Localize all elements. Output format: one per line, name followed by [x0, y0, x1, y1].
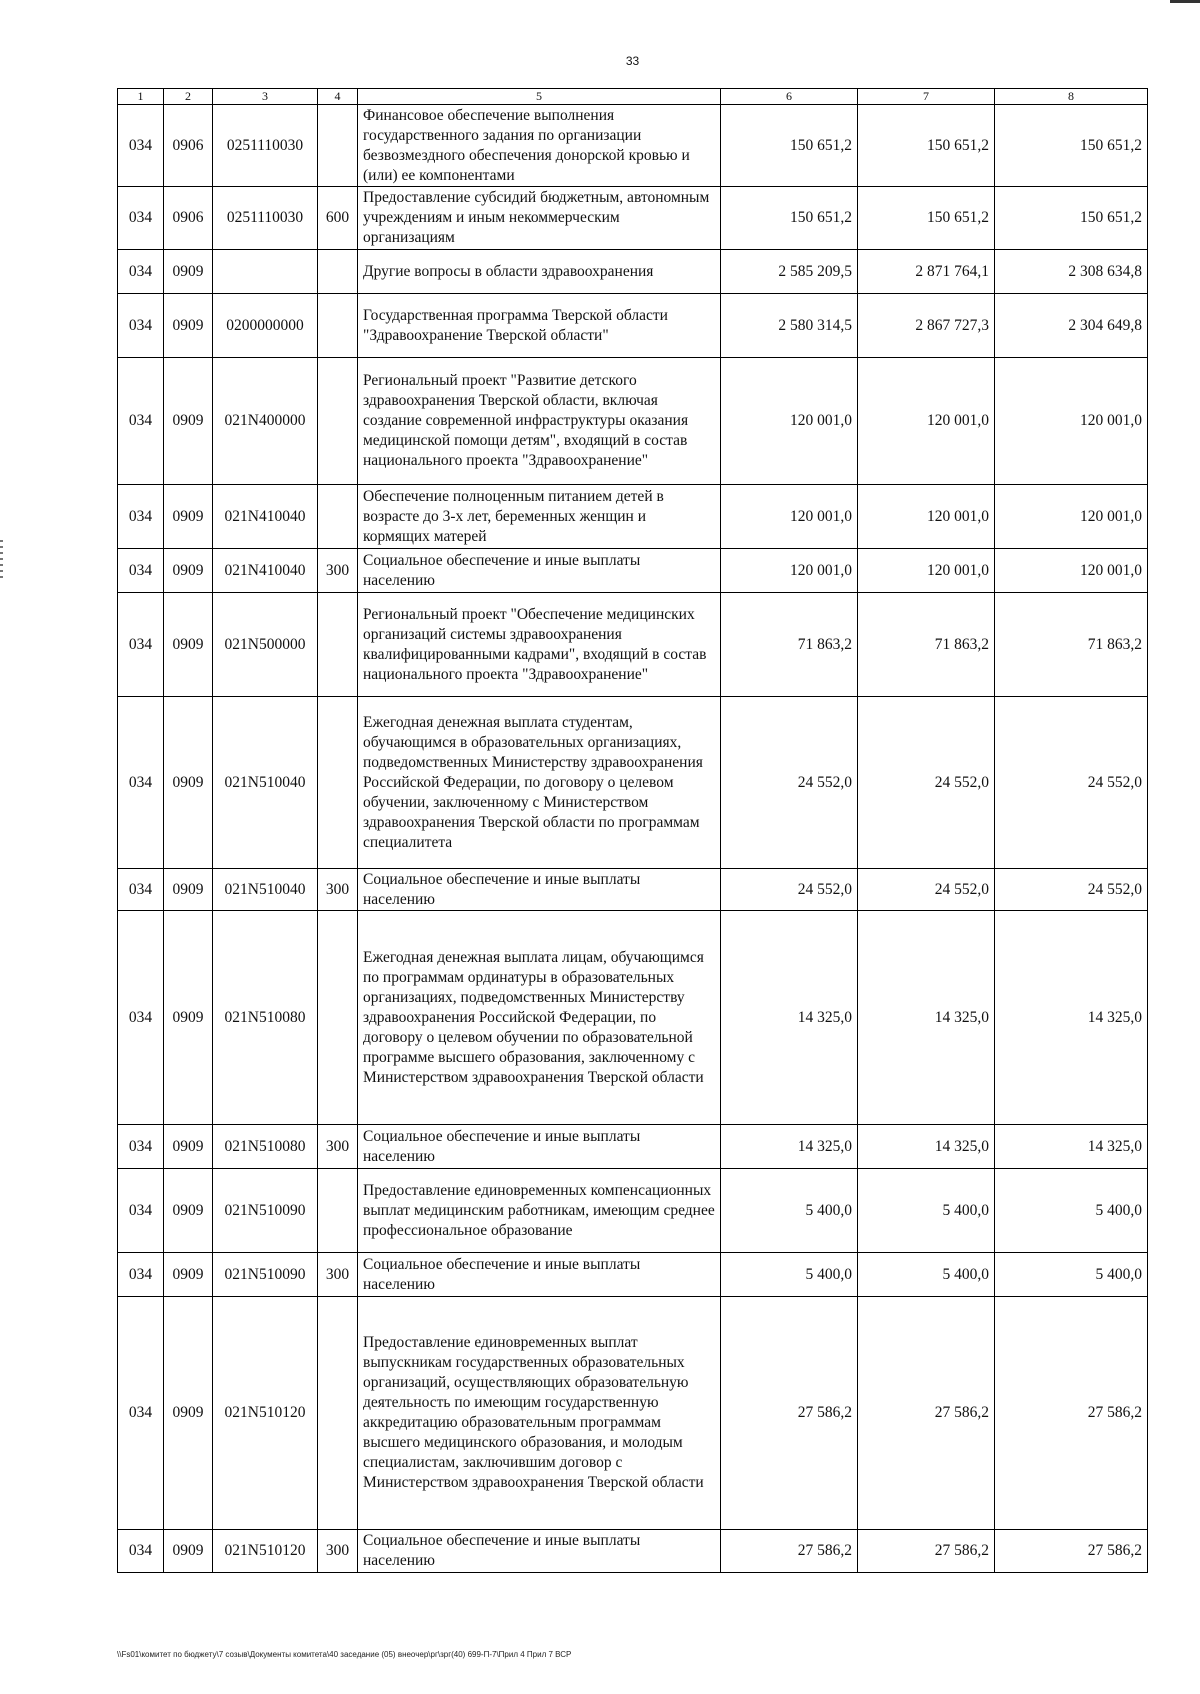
page-number: 33	[625, 54, 640, 68]
cell-expense-type	[318, 697, 358, 869]
cell-section-code: 0909	[164, 1297, 213, 1530]
cell-amount-year1: 2 585 209,5	[721, 250, 858, 294]
cell-section-code: 0909	[164, 1530, 213, 1573]
column-header: 4	[318, 89, 358, 105]
column-header: 3	[213, 89, 318, 105]
cell-section-code: 0909	[164, 1253, 213, 1297]
cell-amount-year2: 120 001,0	[858, 358, 995, 485]
cell-expense-type: 300	[318, 1530, 358, 1573]
cell-section-code: 0909	[164, 1169, 213, 1253]
cell-amount-year3: 150 651,2	[995, 105, 1148, 187]
cell-description: Предоставление единовременных выплат выпускникам государственных образовательных организаций, осуществляющих образовательную деятельность по имеющим государственную аккредитацию образовательным программам высшего медицинского образования, и молодым специалистам, заключившим договор с Министерством здравоохранения Тверской области	[358, 1297, 721, 1530]
cell-amount-year1: 120 001,0	[721, 358, 858, 485]
cell-amount-year2: 2 867 727,3	[858, 294, 995, 358]
cell-description: Ежегодная денежная выплата лицам, обучающимся по программам ординатуры в образовательных организациях, подведомственных Министерству здравоохранения Российской Федерации, по договору о целевом обучении по образовательной программе высшего образования, заключенному с Министерством здравоохранения Тверской области	[358, 911, 721, 1125]
cell-target-article: 021N510080	[213, 911, 318, 1125]
cell-description: Социальное обеспечение и иные выплаты населению	[358, 1530, 721, 1573]
cell-expense-type: 300	[318, 1253, 358, 1297]
cell-amount-year2: 27 586,2	[858, 1530, 995, 1573]
scan-corner-mark	[1170, 0, 1200, 3]
cell-section-code: 0909	[164, 911, 213, 1125]
cell-amount-year3: 2 304 649,8	[995, 294, 1148, 358]
cell-description: Обеспечение полноценным питанием детей в возрасте до 3-х лет, беременных женщин и кормящих матерей	[358, 485, 721, 549]
cell-target-article: 0200000000	[213, 294, 318, 358]
cell-amount-year3: 24 552,0	[995, 869, 1148, 911]
cell-amount-year2: 27 586,2	[858, 1297, 995, 1530]
cell-amount-year3: 24 552,0	[995, 697, 1148, 869]
cell-expense-type	[318, 358, 358, 485]
cell-amount-year2: 5 400,0	[858, 1169, 995, 1253]
cell-section-code: 0906	[164, 105, 213, 187]
table-row	[118, 358, 1148, 485]
table-row	[118, 485, 1148, 549]
cell-target-article: 021N410040	[213, 485, 318, 549]
cell-ministry-code: 034	[118, 187, 164, 250]
cell-section-code: 0909	[164, 593, 213, 697]
cell-ministry-code: 034	[118, 105, 164, 187]
cell-target-article: 021N510120	[213, 1530, 318, 1573]
cell-target-article: 0251110030	[213, 105, 318, 187]
cell-expense-type: 300	[318, 869, 358, 911]
cell-ministry-code: 034	[118, 250, 164, 294]
cell-amount-year1: 5 400,0	[721, 1253, 858, 1297]
table-row	[118, 911, 1148, 1125]
file-path-footer: \\Fs01\комитет по бюджету\7 созыв\Документы комитета\40 заседание (05) внеочер\рг\зрг(40) 699-П-7\Прил 4 Прил 7 ВСР	[117, 1650, 572, 1659]
cell-target-article	[213, 250, 318, 294]
cell-section-code: 0909	[164, 697, 213, 869]
table-row	[118, 294, 1148, 358]
cell-ministry-code: 034	[118, 911, 164, 1125]
cell-amount-year3: 120 001,0	[995, 358, 1148, 485]
cell-ministry-code: 034	[118, 1297, 164, 1530]
cell-target-article: 021N510090	[213, 1169, 318, 1253]
cell-description: Предоставление единовременных компенсационных выплат медицинским работникам, имеющим среднее профессиональное образование	[358, 1169, 721, 1253]
cell-expense-type	[318, 1297, 358, 1530]
table-row	[118, 1253, 1148, 1297]
cell-description: Предоставление субсидий бюджетным, автономным учреждениям и иным некоммерческим организациям	[358, 187, 721, 250]
cell-description: Социальное обеспечение и иные выплаты населению	[358, 869, 721, 911]
column-header: 1	[118, 89, 164, 105]
cell-amount-year2: 120 001,0	[858, 549, 995, 593]
cell-amount-year2: 2 871 764,1	[858, 250, 995, 294]
cell-expense-type: 300	[318, 1125, 358, 1169]
cell-expense-type: 300	[318, 549, 358, 593]
cell-target-article: 021N510040	[213, 869, 318, 911]
cell-amount-year2: 14 325,0	[858, 911, 995, 1125]
cell-description: Региональный проект "Развитие детского здравоохранения Тверской области, включая создание современной инфраструктуры оказания медицинской помощи детям", входящий в состав национального проекта "Здравоохранение"	[358, 358, 721, 485]
cell-target-article: 021N510040	[213, 697, 318, 869]
cell-section-code: 0909	[164, 250, 213, 294]
cell-description: Социальное обеспечение и иные выплаты населению	[358, 549, 721, 593]
cell-amount-year1: 5 400,0	[721, 1169, 858, 1253]
table-row	[118, 1125, 1148, 1169]
table-row	[118, 1297, 1148, 1530]
cell-amount-year1: 120 001,0	[721, 485, 858, 549]
cell-ministry-code: 034	[118, 1125, 164, 1169]
cell-target-article: 021N410040	[213, 549, 318, 593]
cell-ministry-code: 034	[118, 485, 164, 549]
cell-amount-year3: 2 308 634,8	[995, 250, 1148, 294]
scan-edge-mark	[0, 540, 3, 580]
cell-amount-year1: 24 552,0	[721, 697, 858, 869]
table-row	[118, 187, 1148, 250]
cell-amount-year1: 14 325,0	[721, 911, 858, 1125]
cell-target-article: 0251110030	[213, 187, 318, 250]
column-header: 5	[358, 89, 721, 105]
cell-amount-year3: 5 400,0	[995, 1253, 1148, 1297]
table-row	[118, 549, 1148, 593]
cell-section-code: 0909	[164, 549, 213, 593]
cell-description: Социальное обеспечение и иные выплаты населению	[358, 1253, 721, 1297]
cell-description: Другие вопросы в области здравоохранения	[358, 250, 721, 294]
table-row	[118, 105, 1148, 187]
cell-ministry-code: 034	[118, 549, 164, 593]
cell-amount-year1: 27 586,2	[721, 1297, 858, 1530]
cell-target-article: 021N400000	[213, 358, 318, 485]
budget-table	[117, 88, 1148, 1573]
cell-amount-year3: 120 001,0	[995, 485, 1148, 549]
cell-amount-year2: 120 001,0	[858, 485, 995, 549]
cell-amount-year3: 71 863,2	[995, 593, 1148, 697]
cell-section-code: 0906	[164, 187, 213, 250]
table-row	[118, 593, 1148, 697]
column-header: 6	[721, 89, 858, 105]
cell-description: Финансовое обеспечение выполнения государственного задания по организации безвозмездного обеспечения донорской кровью и (или) ее компонентами	[358, 105, 721, 187]
cell-amount-year1: 71 863,2	[721, 593, 858, 697]
cell-target-article: 021N510120	[213, 1297, 318, 1530]
cell-expense-type: 600	[318, 187, 358, 250]
cell-amount-year2: 24 552,0	[858, 869, 995, 911]
cell-expense-type	[318, 294, 358, 358]
cell-amount-year3: 14 325,0	[995, 1125, 1148, 1169]
table-header-row	[118, 89, 1148, 105]
cell-amount-year2: 150 651,2	[858, 187, 995, 250]
cell-amount-year3: 27 586,2	[995, 1297, 1148, 1530]
cell-amount-year3: 27 586,2	[995, 1530, 1148, 1573]
column-header: 7	[858, 89, 995, 105]
cell-section-code: 0909	[164, 485, 213, 549]
table-row	[118, 250, 1148, 294]
cell-ministry-code: 034	[118, 294, 164, 358]
cell-target-article: 021N510090	[213, 1253, 318, 1297]
cell-ministry-code: 034	[118, 593, 164, 697]
cell-amount-year3: 150 651,2	[995, 187, 1148, 250]
cell-expense-type	[318, 911, 358, 1125]
cell-target-article: 021N500000	[213, 593, 318, 697]
table-row	[118, 869, 1148, 911]
cell-description: Государственная программа Тверской области "Здравоохранение Тверской области"	[358, 294, 721, 358]
cell-ministry-code: 034	[118, 358, 164, 485]
cell-amount-year2: 150 651,2	[858, 105, 995, 187]
cell-ministry-code: 034	[118, 1253, 164, 1297]
cell-description: Социальное обеспечение и иные выплаты населению	[358, 1125, 721, 1169]
table-row	[118, 697, 1148, 869]
cell-description: Ежегодная денежная выплата студентам, обучающимся в образовательных организациях, подведомственных Министерству здравоохранения Российской Федерации, по договору о целевом обучении, заключенному с Министерством здравоохранения Тверской области по программам специалитета	[358, 697, 721, 869]
cell-section-code: 0909	[164, 1125, 213, 1169]
cell-expense-type	[318, 593, 358, 697]
cell-section-code: 0909	[164, 869, 213, 911]
cell-amount-year3: 14 325,0	[995, 911, 1148, 1125]
cell-ministry-code: 034	[118, 697, 164, 869]
cell-amount-year2: 71 863,2	[858, 593, 995, 697]
cell-amount-year3: 120 001,0	[995, 549, 1148, 593]
cell-section-code: 0909	[164, 358, 213, 485]
cell-amount-year1: 150 651,2	[721, 105, 858, 187]
cell-expense-type	[318, 1169, 358, 1253]
cell-amount-year3: 5 400,0	[995, 1169, 1148, 1253]
cell-section-code: 0909	[164, 294, 213, 358]
cell-amount-year2: 14 325,0	[858, 1125, 995, 1169]
cell-amount-year1: 24 552,0	[721, 869, 858, 911]
cell-expense-type	[318, 250, 358, 294]
column-header: 8	[995, 89, 1148, 105]
table-row	[118, 1169, 1148, 1253]
cell-expense-type	[318, 105, 358, 187]
cell-amount-year2: 24 552,0	[858, 697, 995, 869]
cell-amount-year1: 14 325,0	[721, 1125, 858, 1169]
cell-ministry-code: 034	[118, 1169, 164, 1253]
cell-expense-type	[318, 485, 358, 549]
column-header: 2	[164, 89, 213, 105]
cell-amount-year2: 5 400,0	[858, 1253, 995, 1297]
cell-amount-year1: 27 586,2	[721, 1530, 858, 1573]
cell-target-article: 021N510080	[213, 1125, 318, 1169]
cell-amount-year1: 120 001,0	[721, 549, 858, 593]
cell-ministry-code: 034	[118, 869, 164, 911]
cell-amount-year1: 2 580 314,5	[721, 294, 858, 358]
table-row	[118, 1530, 1148, 1573]
cell-amount-year1: 150 651,2	[721, 187, 858, 250]
cell-description: Региональный проект "Обеспечение медицинских организаций системы здравоохранения квалифицированными кадрами", входящий в состав национального проекта "Здравоохранение"	[358, 593, 721, 697]
cell-ministry-code: 034	[118, 1530, 164, 1573]
